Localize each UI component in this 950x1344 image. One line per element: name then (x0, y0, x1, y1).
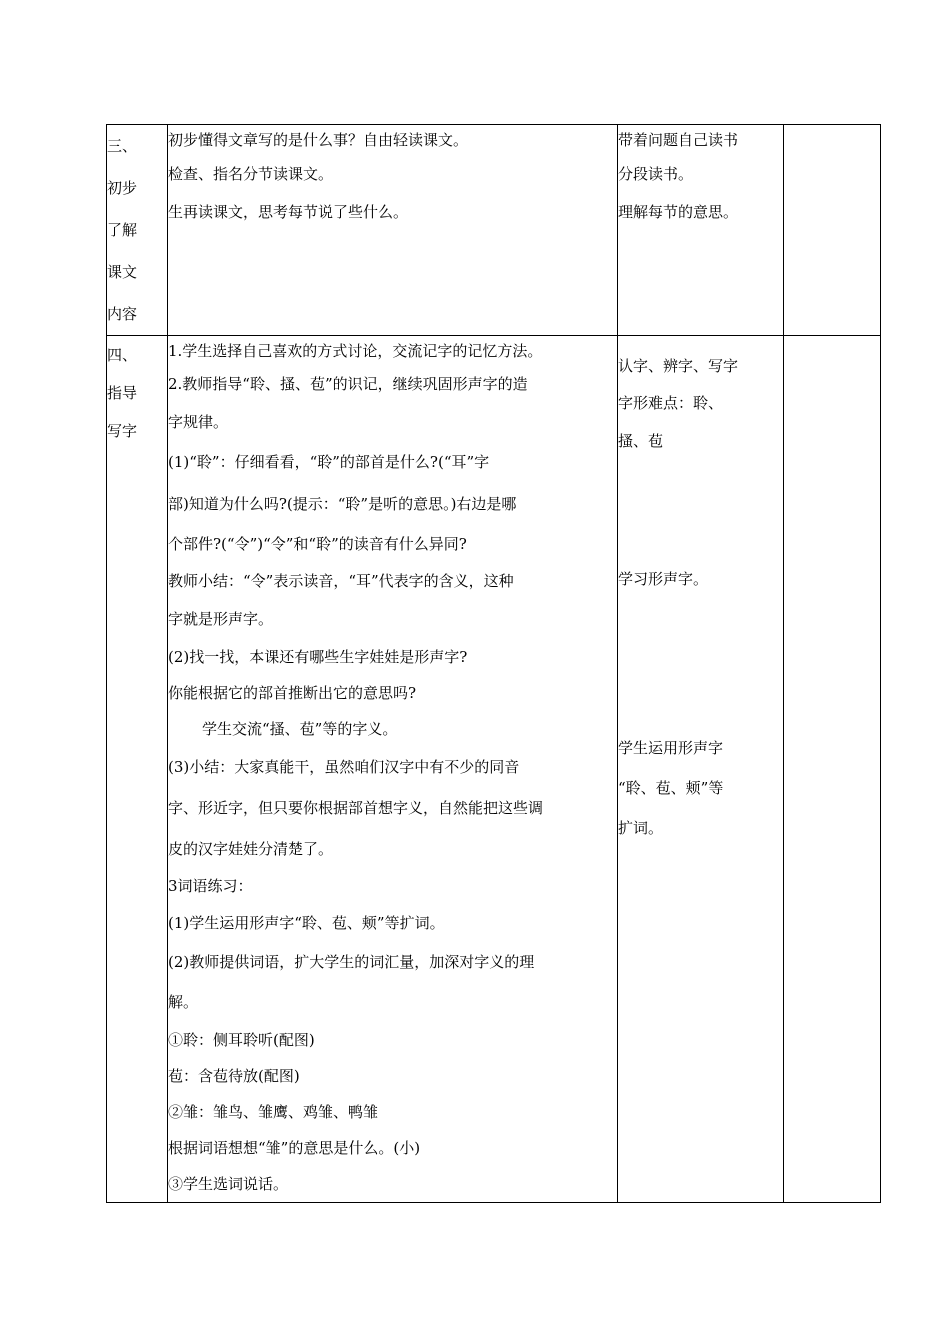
section-label-line: 写字 (107, 422, 138, 440)
content-line: 2.教师指导“聆、搔、苞”的识记，继续巩固形声字的造 (168, 375, 528, 393)
content-line: 学生交流“搔、苞”等的字义。 (202, 720, 398, 738)
content-line: 3词语练习： (168, 877, 253, 895)
content-line: 生再读课文，思考每节说了些什么。 (168, 203, 409, 221)
content-line: 字就是形声字。 (168, 610, 274, 628)
content-line: 解。 (168, 993, 199, 1011)
content-line: ③学生选词说话。 (168, 1175, 289, 1193)
activity-line: 带着问题自己读书 (618, 131, 739, 149)
content-line: 字、形近字，但只要你根据部首想字义，自然能把这些调 (168, 799, 544, 817)
content-line: (1)学生运用形声字“聆、苞、颊”等扩词。 (168, 914, 445, 932)
section-label-line: 课文 (107, 263, 138, 281)
content-line: (1)“聆”：仔细看看，“聆”的部首是什么?(“耳”字 (168, 453, 490, 471)
content-line: 部)知道为什么吗?(提示：“聆”是听的意思。)右边是哪 (168, 495, 517, 513)
content-line: 根据词语想想“雏”的意思是什么。(小) (168, 1139, 421, 1157)
activity-line: 学生运用形声字 (618, 739, 724, 757)
content-line: (2)教师提供词语，扩大学生的词汇量，加深对字义的理 (168, 953, 535, 971)
notes-cell (784, 125, 881, 336)
table-row (107, 125, 881, 336)
table-row (107, 336, 881, 1203)
section-label-line: 指导 (107, 384, 138, 402)
section-label-line: 四、 (107, 346, 138, 364)
section-label-cell (107, 125, 168, 336)
content-line: 字规律。 (168, 413, 229, 431)
content-line: ②雏：雏鸟、雏鹰、鸡雏、鸭雏 (168, 1103, 379, 1121)
lesson-plan-table (106, 124, 881, 1203)
activity-line: 认字、辨字、写字 (618, 357, 739, 375)
section-label-line: 三、 (107, 137, 138, 155)
section-label-line: 初步 (107, 179, 138, 197)
student-activity-cell (618, 336, 784, 1203)
content-line: 皮的汉字娃娃分清楚了。 (168, 840, 334, 858)
notes-cell (784, 336, 881, 1203)
content-line: 1.学生选择自己喜欢的方式讨论，交流记字的记忆方法。 (168, 342, 543, 360)
content-line: (3)小结：大家真能干，虽然咱们汉字中有不少的同音 (168, 758, 520, 776)
content-line: 检查、指名分节读课文。 (168, 165, 334, 183)
section-label-cell (107, 336, 168, 1203)
content-line: ①聆：侧耳聆听(配图) (168, 1031, 315, 1049)
content-line: (2)找一找，本课还有哪些生字娃娃是形声字? (168, 648, 468, 666)
content-line: 个部件?(“令”)“令”和“聆”的读音有什么异同? (168, 535, 467, 553)
teaching-content-cell (168, 336, 618, 1203)
activity-line: 扩词。 (618, 819, 664, 837)
content-line: 你能根据它的部首推断出它的意思吗? (168, 684, 417, 702)
teaching-content-cell (168, 125, 618, 336)
content-line: 苞：含苞待放(配图) (168, 1067, 300, 1085)
activity-line: 搔、苞 (618, 432, 664, 450)
section-label-line: 了解 (107, 221, 138, 239)
activity-line: 学习形声字。 (618, 570, 709, 588)
section-label-line: 内容 (107, 305, 138, 323)
content-line: 教师小结：“令”表示读音，“耳”代表字的含义，这种 (168, 572, 514, 590)
student-activity-cell (618, 125, 784, 336)
activity-line: 分段读书。 (618, 165, 694, 183)
activity-line: 字形难点：聆、 (618, 394, 724, 412)
activity-line: “聆、苞、颊”等 (618, 779, 724, 797)
activity-line: 理解每节的意思。 (618, 203, 739, 221)
content-line: 初步懂得文章写的是什么事？自由轻读课文。 (168, 131, 469, 149)
